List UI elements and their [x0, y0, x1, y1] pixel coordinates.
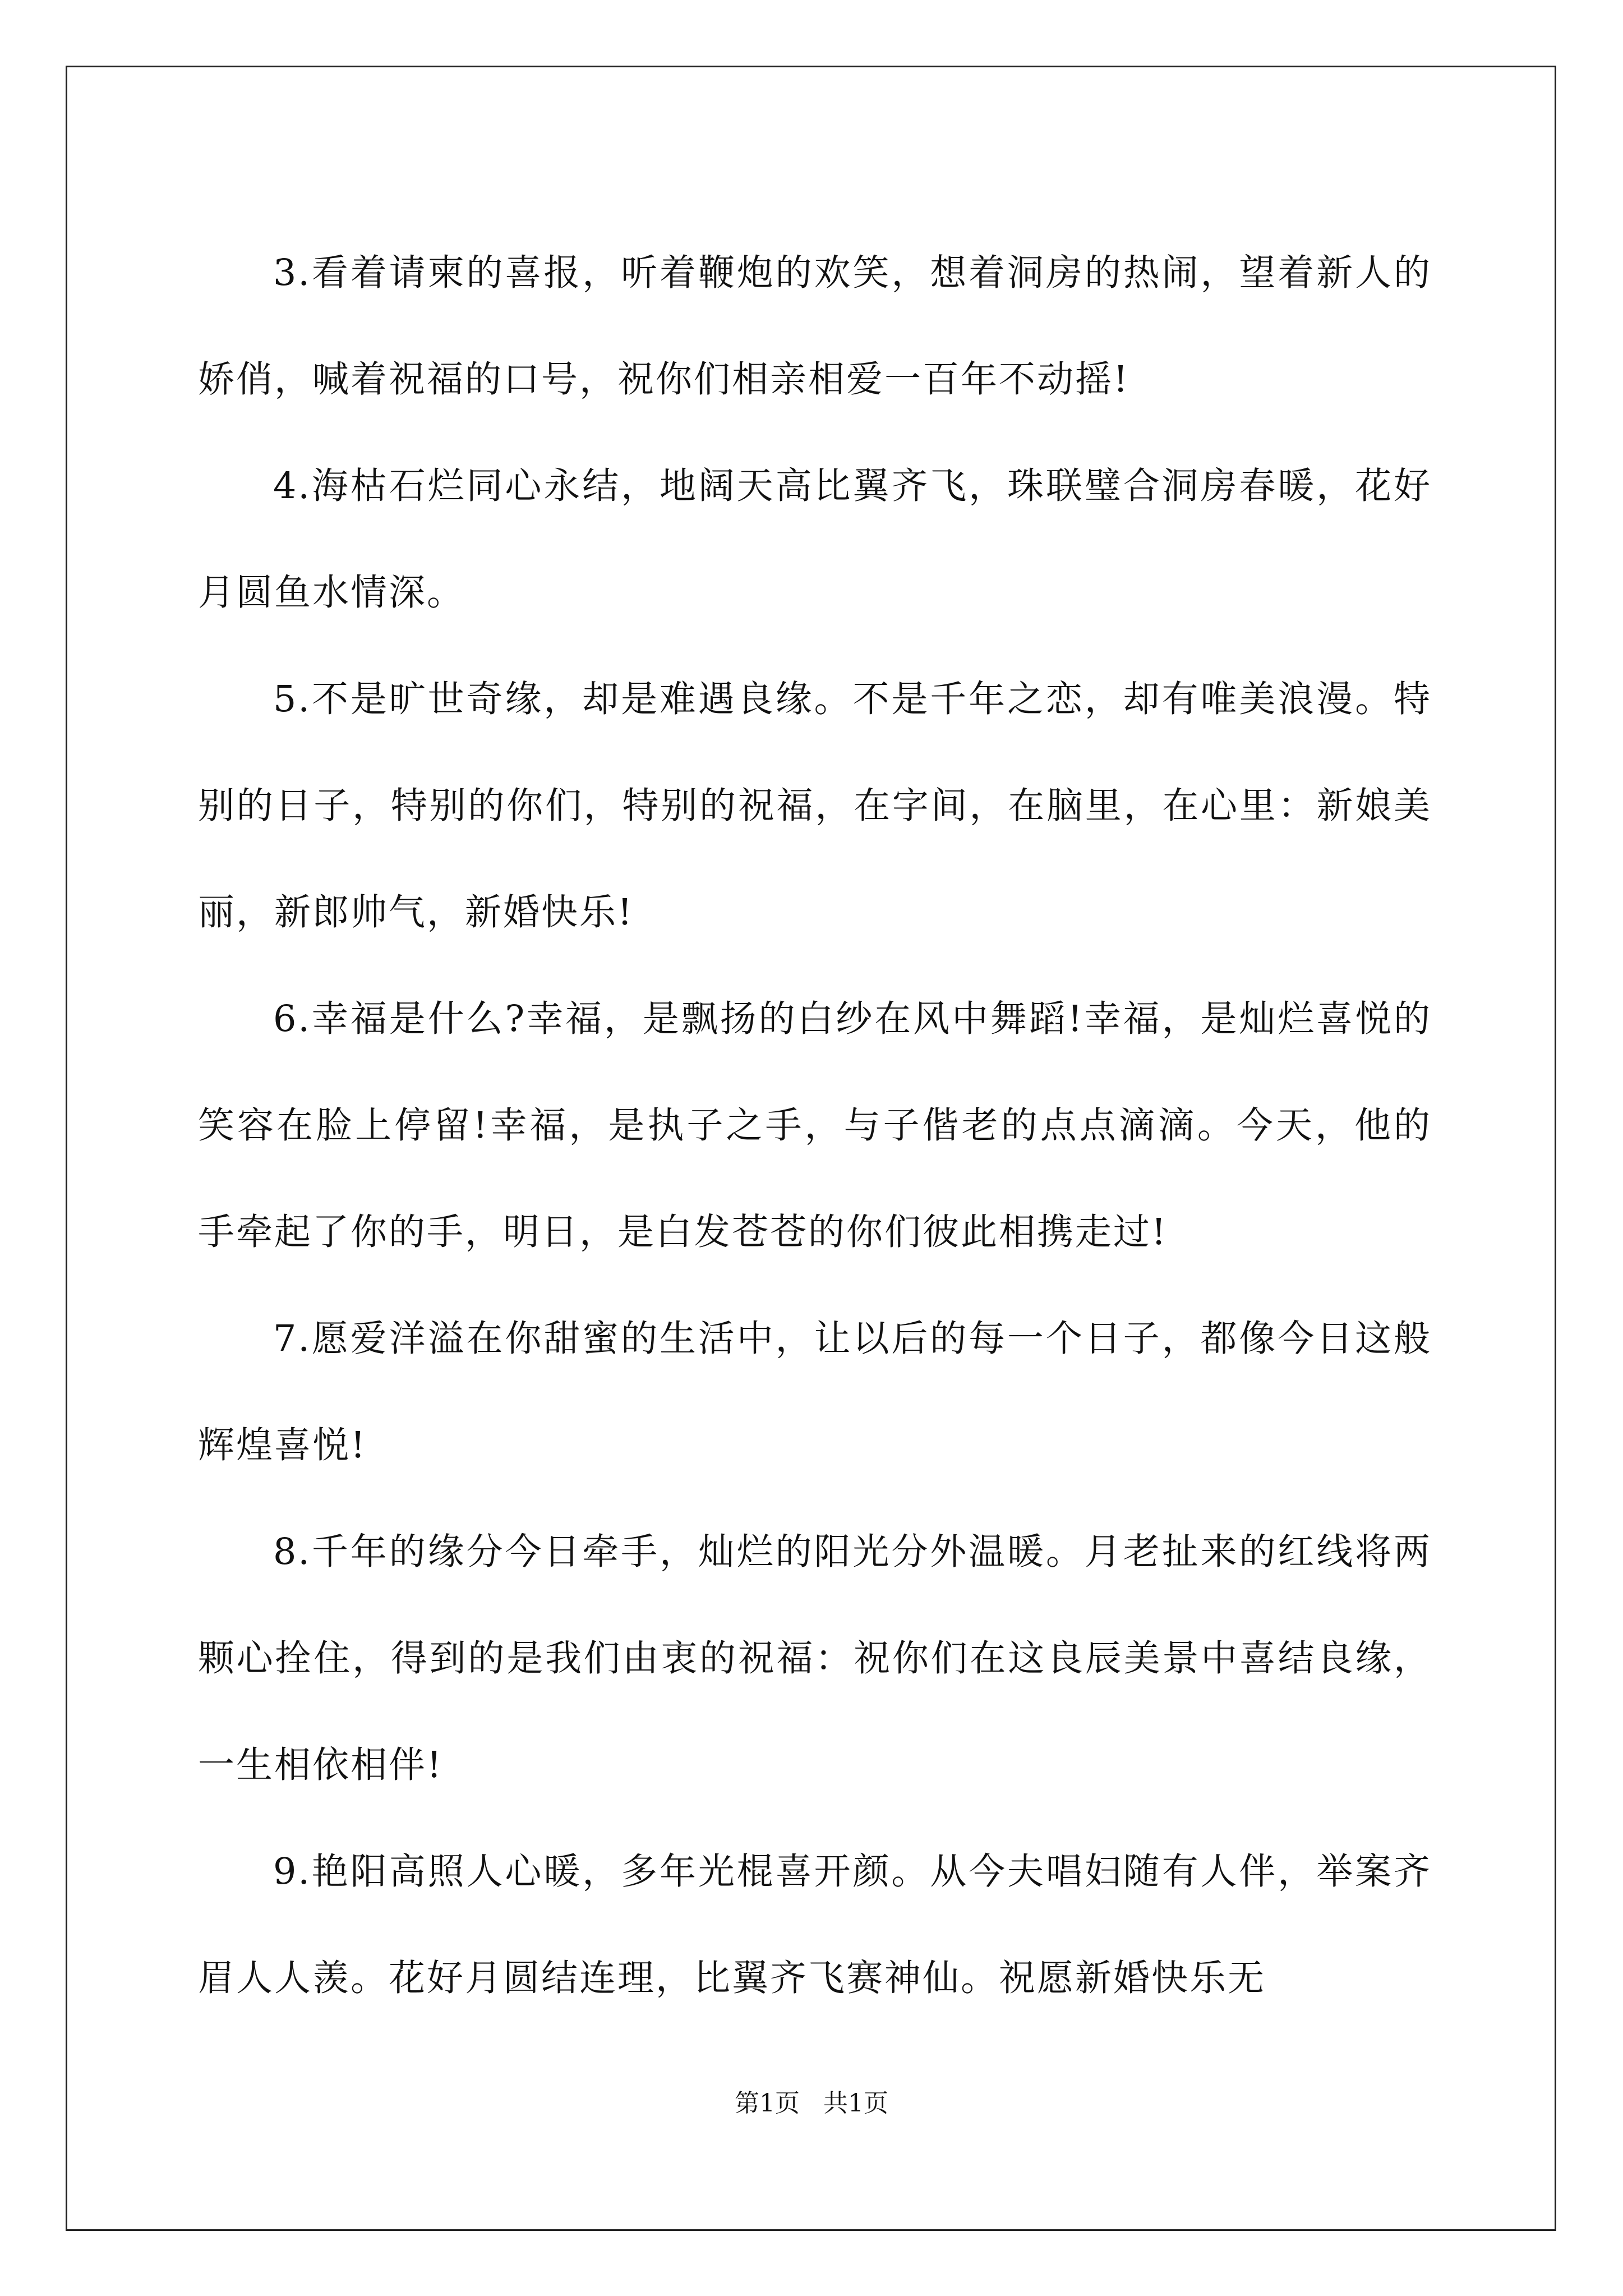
paragraph-6: 6.幸福是什么?幸福，是飘扬的白纱在风中舞蹈!幸福，是灿烂喜悦的笑容在脸上停留!幸福，是执子之手，与子偕老的点点滴滴。今天，他的手牵起了你的手，明日，是白发苍苍的你们彼此相携走过! [198, 998, 1432, 1253]
paragraph-4: 4.海枯石烂同心永结，地阔天高比翼齐飞，珠联璧合洞房春暖，花好月圆鱼水情深。 [198, 465, 1432, 614]
paragraph-3: 3.看着请柬的喜报，听着鞭炮的欢笑，想着洞房的热闹，望着新人的娇俏，喊着祝福的口号，祝你们相亲相爱一百年不动摇! [198, 252, 1432, 401]
paragraph-5: 5.不是旷世奇缘，却是难遇良缘。不是千年之恋，却有唯美浪漫。特别的日子，特别的你们，特别的祝福，在字间，在脑里，在心里：新娘美丽，新郎帅气，新婚快乐! [198, 678, 1432, 933]
page-footer: 第1页 共1页 [735, 2089, 888, 2118]
paragraph-7: 7.愿爱洋溢在你甜蜜的生活中，让以后的每一个日子，都像今日这般辉煌喜悦! [198, 1318, 1432, 1466]
document-body [198, 220, 1432, 2032]
paragraph-9: 9.艳阳高照人心暖，多年光棍喜开颜。从今夫唱妇随有人伴，举案齐眉人人羡。花好月圆结连理，比翼齐飞赛神仙。祝愿新婚快乐无 [198, 1851, 1432, 1999]
paragraph-8: 8.千年的缘分今日牵手，灿烂的阳光分外温暖。月老扯来的红线将两颗心拴住，得到的是我们由衷的祝福：祝你们在这良辰美景中喜结良缘，一生相依相伴! [198, 1531, 1432, 1786]
